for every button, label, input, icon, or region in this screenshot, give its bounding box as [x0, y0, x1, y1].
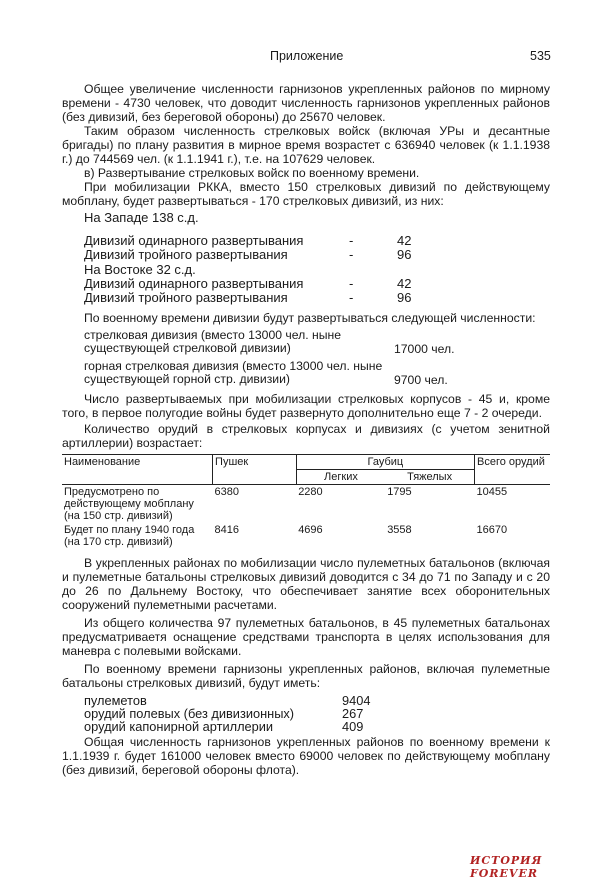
- weapon-value: 9404: [342, 693, 371, 708]
- weapon-label: орудий полевых (без дивизионных): [84, 706, 295, 721]
- row-name: Будет по плану 1940 года (на 170 стр. дивизий): [64, 524, 195, 548]
- east-row: [84, 277, 550, 291]
- header-light: Легких: [296, 470, 385, 485]
- east-row-value: 42: [397, 276, 412, 291]
- header-guns: Пушек: [213, 455, 297, 485]
- east-row-label: Дивизий одинарного развертывания: [84, 276, 304, 291]
- establishment-value: 17000 чел.: [394, 342, 455, 356]
- guns-table-header: [62, 455, 550, 470]
- west-row-dash: -: [349, 247, 354, 262]
- paragraph-garrison-armament: По военному времени гарнизоны укрепленных районов, включая пулеметные батальоны стрелковых дивизий, будут иметь:: [62, 662, 550, 690]
- west-heading: На Западе 138 с.д.: [84, 210, 199, 225]
- section-heading-wartime: в) Развертывание стрелковых войск по военному времени.: [84, 166, 420, 180]
- east-row-label: Дивизий тройного развертывания: [84, 290, 288, 305]
- row-guns: 8416: [214, 524, 240, 536]
- paragraph-rifle-troops-total: Таким образом численность стрелковых войск (включая УРы и десантные бригады) по плану развития в мирное время возрастет с 636940 человек (к 1.1.1938 г.) до 744569 чел. (к 1.1.1941 г.), т.е. на 107629 человек.: [62, 124, 550, 166]
- east-row-dash: -: [349, 276, 354, 291]
- header-howitzers: Гаубиц: [296, 455, 474, 470]
- paragraph-mg-transport: Из общего количества 97 пулеметных батальонов, в 45 пулеметных батальонах предусматриваетя оснащение средствами транспорта в целях использования для маневра с полевыми войсками.: [62, 616, 550, 658]
- header-total: Всего орудий: [475, 455, 551, 485]
- row-light: 2280: [298, 486, 323, 498]
- paragraph-division-strength: По военному времени дивизии будут развертываться следующей численности:: [84, 311, 536, 325]
- table-row: [62, 523, 550, 549]
- row-name: Предусмотрено по действующему мобплану (на 150 стр. дивизий): [64, 486, 194, 522]
- paragraph-corps-count: Число развертываемых при мобилизации стрелковых корпусов - 45 и, кроме того, в первое полугодие войны будет развернуто дополнительно еще 7 - 2 очереди.: [62, 392, 550, 420]
- header-heavy: Тяжелых: [385, 470, 474, 485]
- weapon-value: 267: [342, 706, 364, 721]
- page-body: [62, 82, 550, 777]
- header-name: Наименование: [62, 455, 213, 485]
- establishment-text: стрелковая дивизия (вместо 13000 чел. ныне существующей стрелковой дивизии): [84, 328, 342, 355]
- row-total: 10455: [476, 486, 508, 498]
- east-heading: На Востоке 32 с.д.: [84, 262, 196, 277]
- running-header: Приложение: [270, 49, 344, 63]
- west-row-value: 96: [397, 247, 412, 262]
- establishment-row: [84, 360, 550, 387]
- weapon-value: 409: [342, 719, 364, 734]
- west-row: [84, 248, 550, 262]
- page-number: 535: [530, 49, 551, 63]
- paragraph-garrison-increase: Общее увеличение численности гарнизонов укрепленных районов по мирному времени - 4730 человек, что доводит численность гарнизонов укрепленных районов (без дивизий, без береговой обороны) до 25670 человек.: [62, 82, 550, 124]
- west-row-dash: -: [349, 233, 354, 248]
- establishment-value: 9700 чел.: [394, 373, 448, 387]
- paragraph-mobilization: При мобилизации РККА, вместо 150 стрелковых дивизий по действующему мобплану, будет развертываться - 170 стрелковых дивизий, из них:: [62, 180, 550, 208]
- paragraph-total-garrison: Общая численность гарнизонов укрепленных районов по военному времени к 1.1.1939 г. будет 161000 человек вместо 69000 человек по действующему мобплану (без дивизий, береговой обороны флота).: [62, 735, 550, 777]
- weapon-label: пулеметов: [84, 693, 147, 708]
- table-row: [62, 485, 550, 524]
- establishment-text: горная стрелковая дивизия (вместо 13000 чел. ныне существующей горной стр. дивизии): [84, 359, 383, 386]
- east-row-value: 96: [397, 290, 412, 305]
- paragraph-guns-intro: Количество орудий в стрелковых корпусах и дивизиях (с учетом зенитной артиллерии) возрастает:: [62, 422, 550, 450]
- east-row-dash: -: [349, 290, 354, 305]
- establishment-row: [84, 329, 550, 356]
- guns-table: [62, 454, 550, 549]
- east-row: [84, 291, 550, 305]
- west-row-value: 42: [397, 233, 412, 248]
- row-heavy: 3558: [387, 524, 412, 536]
- weapon-label: орудий капонирной артиллерии: [84, 719, 274, 734]
- west-row-label: Дивизий тройного развертывания: [84, 247, 288, 262]
- weapon-row: [84, 720, 550, 733]
- row-light: 4696: [298, 524, 323, 536]
- west-row: [84, 234, 550, 248]
- row-heavy: 1795: [387, 486, 412, 498]
- row-guns: 6380: [214, 486, 240, 498]
- paragraph-mg-battalions: В укрепленных районах по мобилизации число пулеметных батальонов (включая и пулеметные батальоны стрелковых дивизий доводится с 34 до 71 по Западу и с 20 до 26 по Дальнему Востоку, что обеспечивает занятие всех оборонительных сооружений пулеметными расчетами.: [62, 556, 550, 612]
- row-total: 16670: [476, 524, 508, 536]
- west-row-label: Дивизий одинарного развертывания: [84, 233, 304, 248]
- watermark-logo: ИСТОРИЯ FOREVER: [470, 854, 543, 880]
